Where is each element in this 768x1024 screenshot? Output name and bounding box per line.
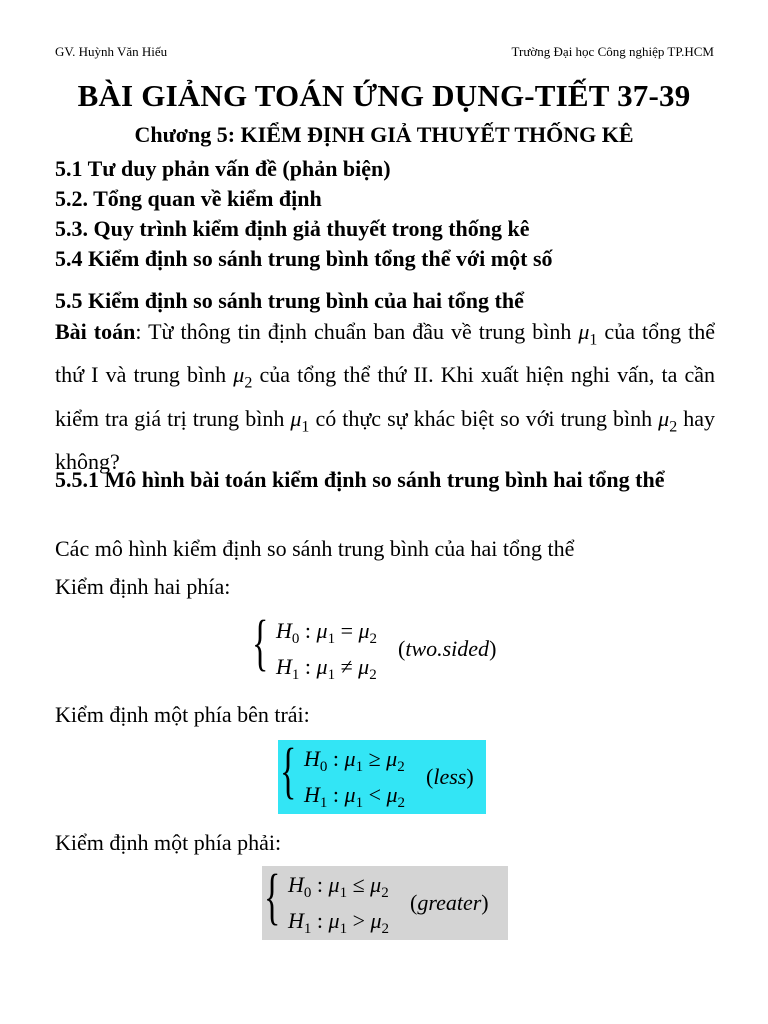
left-sided-label: Kiểm định một phía bên trái: xyxy=(55,702,310,727)
mu1-symbol: $\mu_1$ xyxy=(290,405,310,436)
subsection-5-5-1: 5.5.1 Mô hình bài toán kiểm định so sánh trung bình hai tổng thể xyxy=(55,467,665,492)
problem-paragraph xyxy=(55,314,715,479)
section-5-2: 5.2. Tổng quan về kiểm định xyxy=(55,186,322,211)
greater-hypotheses xyxy=(262,863,508,940)
section-5-1: 5.1 Tư duy phản vấn đề (phản biện) xyxy=(55,156,391,181)
problem-text-4: có thực sự khác biệt so với trung bình xyxy=(309,405,659,431)
problem-text-1: : Từ thông tin định chuẩn ban đầu về trung bình xyxy=(135,319,579,344)
h0-equation: $H_0$ : $\mu_1 \le \mu_2$ xyxy=(288,872,389,901)
left-brace: { xyxy=(280,737,297,805)
section-5-5: 5.5 Kiểm định so sánh trung bình của hai tổng thể xyxy=(55,288,524,313)
less-tag: (less) xyxy=(426,764,474,789)
problem-label: Bài toán xyxy=(55,319,136,344)
mu2-symbol: $\mu_2$ xyxy=(658,405,678,436)
h1-equation: $H_1$ : $\mu_1 < \mu_2$ xyxy=(304,782,406,811)
header-institution: Trường Đại học Công nghiệp TP.HCM xyxy=(511,44,714,59)
problem-text-3: của tổng thể thứ II. Khi xuất hiện nghi vấn, ta cần kiểm tra giá trị trung bình xyxy=(55,362,715,431)
less-hypotheses xyxy=(278,737,486,814)
right-sided-label: Kiểm định một phía phải: xyxy=(55,830,282,855)
greater-tag: (greater) xyxy=(410,890,489,915)
left-brace: { xyxy=(264,863,281,931)
h1-equation: $H_1$ : $\mu_1 > \mu_2$ xyxy=(288,908,390,937)
section-5-4: 5.4 Kiểm định so sánh trung bình tổng thể với một số xyxy=(55,246,553,271)
h0-equation: $H_0$ : $\mu_1 \ge \mu_2$ xyxy=(304,746,405,775)
two-sided-tag: (two.sided) xyxy=(398,636,497,661)
problem-text-2: của tổng thể thứ I và trung bình xyxy=(55,319,715,388)
two-sided-label: Kiểm định hai phía: xyxy=(55,574,231,599)
page-title: BÀI GIẢNG TOÁN ỨNG DỤNG-TIẾT 37-39 xyxy=(77,78,691,113)
chapter-title: Chương 5: KIỂM ĐỊNH GIẢ THUYẾT THỐNG KÊ xyxy=(134,122,634,147)
left-brace: { xyxy=(252,609,269,677)
problem-text-5: hay không? xyxy=(55,405,715,475)
two-sided-hypotheses xyxy=(250,609,520,686)
mu1-symbol: $\mu_1$ xyxy=(578,319,598,349)
intro-text: Các mô hình kiểm định so sánh trung bình của hai tổng thể xyxy=(55,536,575,561)
header-author: GV. Huỳnh Văn Hiếu xyxy=(55,44,168,59)
h1-equation: $H_1$ : $\mu_1 \ne \mu_2$ xyxy=(276,654,377,683)
section-5-3: 5.3. Quy trình kiểm định giả thuyết trong thống kê xyxy=(55,216,530,241)
h0-equation: $H_0$ : $\mu_1 = \mu_2$ xyxy=(276,618,378,647)
mu2-symbol: $\mu_2$ xyxy=(233,362,253,392)
